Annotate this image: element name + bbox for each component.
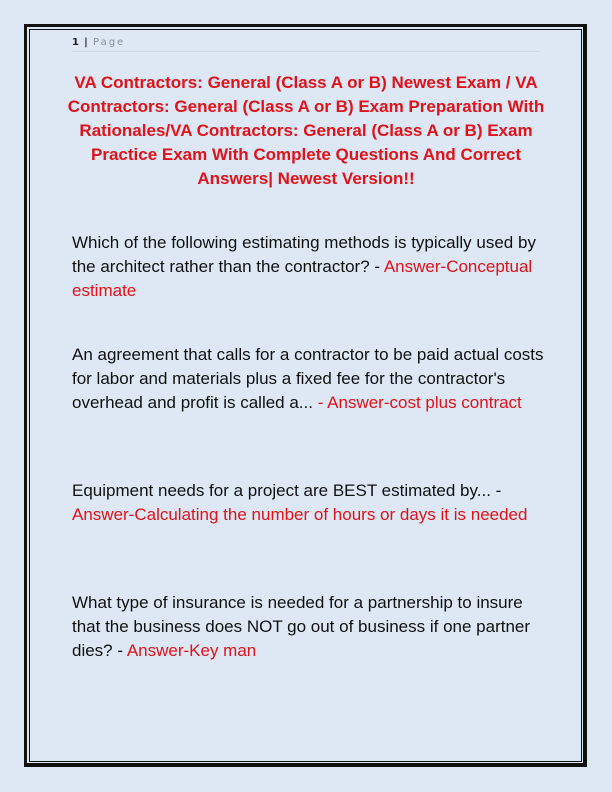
question-text: An agreement that calls for a contractor to be paid actual costs for labor and materials plus a fixed fee for the contractor's overhead and profit is called a...	[72, 345, 544, 412]
answer-text: - Answer-cost plus contract	[317, 393, 522, 412]
page-separator: |	[84, 37, 88, 48]
answer-text: Answer-Conceptual estimate	[72, 257, 533, 300]
page-label: Page	[93, 37, 126, 48]
qa-item	[72, 591, 547, 663]
question-text: Equipment needs for a project are BEST estimated by... -	[72, 481, 502, 500]
question-text: What type of insurance is needed for a partnership to insure that the business does NOT go out of business if one partner dies? -	[72, 593, 531, 660]
qa-item	[72, 231, 547, 303]
question-text: Which of the following estimating methods is typically used by the architect rather than the contractor? -	[72, 233, 536, 276]
qa-item	[72, 343, 547, 415]
answer-text: Answer-Calculating the number of hours or days it is needed	[72, 505, 528, 524]
page-number: 1	[72, 37, 79, 48]
document-title: VA Contractors: General (Class A or B) Newest Exam / VA Contractors: General (Class A or B) Exam Preparation With Rationales/VA Contractors: General (Class A or B) Exam Practice Exam With Complete Questions And Correct Answers| Newest Version!!	[67, 73, 545, 188]
page-header	[72, 36, 540, 52]
qa-item	[72, 479, 547, 527]
answer-text: Answer-Key man	[126, 641, 257, 660]
